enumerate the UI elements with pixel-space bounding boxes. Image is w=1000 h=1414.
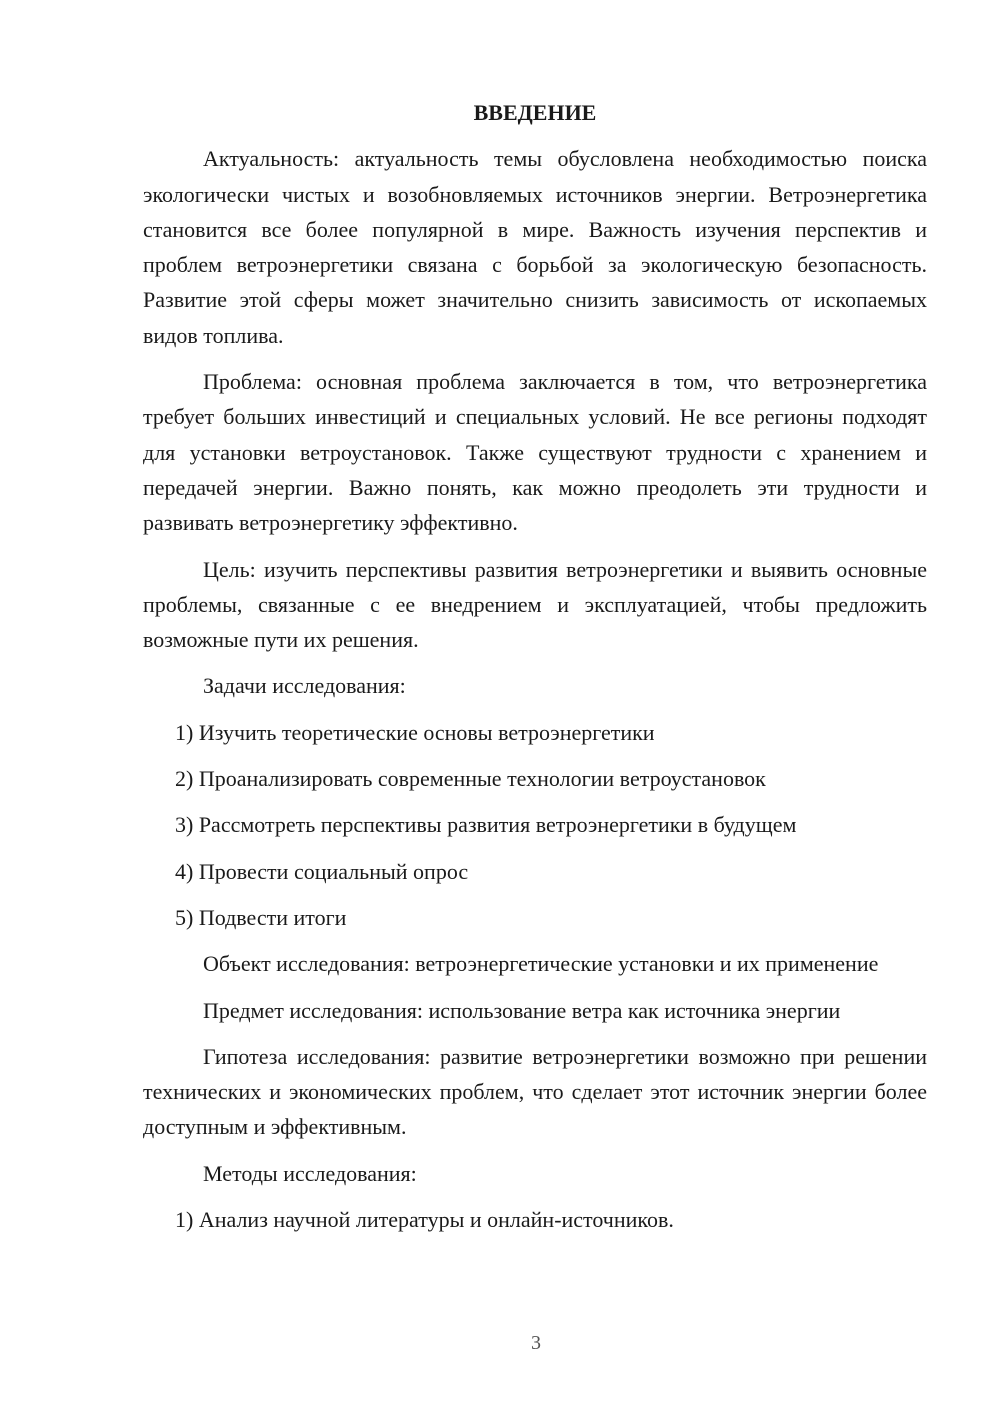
tasks-list [143,715,927,935]
relevance-paragraph: Актуальность: актуальность темы обусловлена необходимостью поиска экологически чистых и возобновляемых источников энергии. Ветроэнергетика становится все более популярной в мире. Важность изучения перспектив и проблем ветроэнергетики связана с борьбой за экологическую безопасность. Развитие этой сферы может значительно снизить зависимость от ископаемых видов топлива. [143,146,927,348]
object-paragraph: Объект исследования: ветроэнергетические установки и их применение [203,951,879,977]
list-item: 4) Провести социальный опрос [175,858,469,884]
page-title: ВВЕДЕНИЕ [473,100,597,125]
list-item: 3) Рассмотреть перспективы развития ветроэнергетики в будущем [175,812,797,838]
list-item: 1) Изучить теоретические основы ветроэнергетики [175,719,655,745]
problem-paragraph: Проблема: основная проблема заключается в том, что ветроэнергетика требует больших инвестиций и специальных условий. Не все регионы подходят для установки ветроустановок. Также существуют трудности с хранением и передачей энергии. Важно понять, как можно преодолеть эти трудности и развивать ветроэнергетику эффективно. [143,369,927,536]
subject-paragraph: Предмет исследования: использование ветра как источника энергии [203,997,841,1023]
goal-paragraph: Цель: изучить перспективы развития ветроэнергетики и выявить основные проблемы, связанные с ее внедрением и эксплуатацией, чтобы предложить возможные пути их решения. [143,556,927,653]
page-number: 3 [531,1332,541,1354]
list-item: 1) Анализ научной литературы и онлайн-источников. [175,1207,674,1233]
methods-list [143,1202,927,1237]
tasks-heading: Задачи исследования: [203,673,406,699]
page-content [143,95,927,1248]
hypothesis-paragraph: Гипотеза исследования: развитие ветроэнергетики возможно при решении технических и экономических проблем, что сделает этот источник энергии более доступным и эффективным. [143,1043,927,1140]
list-item: 5) Подвести итоги [175,904,347,930]
list-item: 2) Проанализировать современные технологии ветроустановок [175,766,766,792]
methods-heading: Методы исследования: [203,1160,417,1186]
